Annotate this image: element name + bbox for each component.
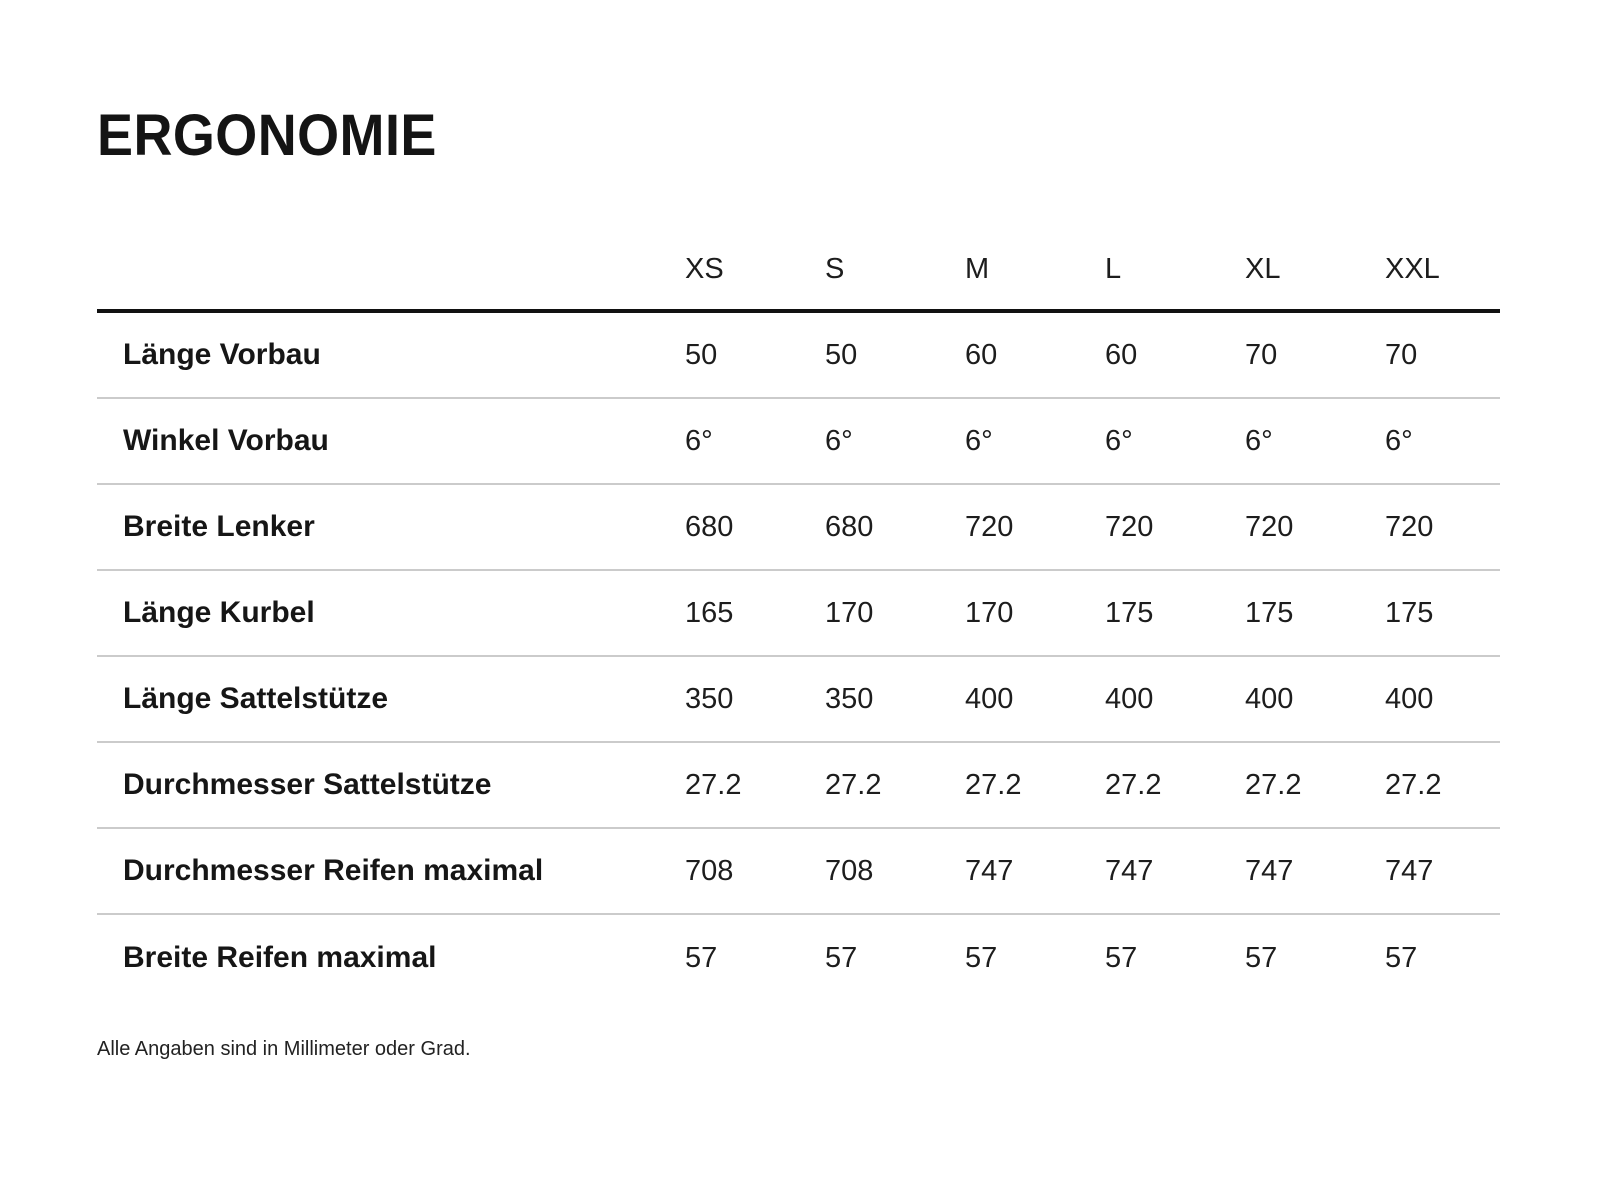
cell-value: 708 <box>825 854 874 887</box>
cell-value: 50 <box>685 338 718 371</box>
units-footnote: Alle Angaben sind in Millimeter oder Grad. <box>97 1038 471 1060</box>
cell-value: 400 <box>965 682 1014 715</box>
cell-value: 70 <box>1245 338 1278 371</box>
cell-value: 165 <box>685 596 734 629</box>
cell-value: 57 <box>965 941 998 974</box>
cell-value: 400 <box>1385 682 1434 715</box>
table-row <box>97 571 1500 657</box>
row-label: Länge Kurbel <box>123 596 315 629</box>
cell-value: 170 <box>965 596 1014 629</box>
cell-value: 175 <box>1105 596 1154 629</box>
cell-value: 6° <box>1245 424 1273 457</box>
column-header-s: S <box>825 252 845 285</box>
cell-value: 57 <box>825 941 858 974</box>
column-header-xl: XL <box>1245 252 1281 285</box>
cell-value: 720 <box>1245 510 1294 543</box>
cell-value: 708 <box>685 854 734 887</box>
cell-value: 400 <box>1105 682 1154 715</box>
cell-value: 6° <box>685 424 713 457</box>
cell-value: 27.2 <box>965 768 1022 801</box>
cell-value: 680 <box>825 510 874 543</box>
table-body <box>97 313 1500 1001</box>
cell-value: 60 <box>965 338 998 371</box>
cell-value: 57 <box>685 941 718 974</box>
cell-value: 27.2 <box>1385 768 1442 801</box>
row-label: Länge Sattelstütze <box>123 682 389 715</box>
cell-value: 27.2 <box>1105 768 1162 801</box>
cell-value: 720 <box>965 510 1014 543</box>
cell-value: 27.2 <box>1245 768 1302 801</box>
table-row <box>97 743 1500 829</box>
row-label: Länge Vorbau <box>123 338 321 371</box>
row-label: Breite Lenker <box>123 510 315 543</box>
row-label: Winkel Vorbau <box>123 424 329 457</box>
cell-value: 6° <box>1105 424 1133 457</box>
row-label: Breite Reifen maximal <box>123 941 437 974</box>
column-header-xs: XS <box>685 252 724 285</box>
page-title: ERGONOMIE <box>97 103 437 168</box>
cell-value: 70 <box>1385 338 1418 371</box>
cell-value: 175 <box>1385 596 1434 629</box>
table-row <box>97 657 1500 743</box>
column-header-xxl: XXL <box>1385 252 1440 285</box>
cell-value: 400 <box>1245 682 1294 715</box>
cell-value: 6° <box>1385 424 1413 457</box>
cell-value: 350 <box>825 682 874 715</box>
column-header-l: L <box>1105 252 1122 285</box>
table-row <box>97 915 1500 1001</box>
cell-value: 720 <box>1385 510 1434 543</box>
cell-value: 350 <box>685 682 734 715</box>
cell-value: 50 <box>825 338 858 371</box>
cell-value: 170 <box>825 596 874 629</box>
table-row <box>97 399 1500 485</box>
table-row <box>97 313 1500 399</box>
cell-value: 27.2 <box>685 768 742 801</box>
cell-value: 27.2 <box>825 768 882 801</box>
cell-value: 6° <box>825 424 853 457</box>
cell-value: 747 <box>1105 854 1154 887</box>
cell-value: 175 <box>1245 596 1294 629</box>
cell-value: 747 <box>965 854 1014 887</box>
cell-value: 680 <box>685 510 734 543</box>
cell-value: 57 <box>1245 941 1278 974</box>
table-row <box>97 485 1500 571</box>
row-label: Durchmesser Sattelstütze <box>123 768 492 801</box>
cell-value: 747 <box>1385 854 1434 887</box>
cell-value: 720 <box>1105 510 1154 543</box>
table-row <box>97 829 1500 915</box>
cell-value: 60 <box>1105 338 1138 371</box>
cell-value: 57 <box>1105 941 1138 974</box>
cell-value: 6° <box>965 424 993 457</box>
cell-value: 57 <box>1385 941 1418 974</box>
row-label: Durchmesser Reifen maximal <box>123 854 544 887</box>
table-header-row <box>97 229 1500 313</box>
cell-value: 747 <box>1245 854 1294 887</box>
ergonomics-table <box>97 229 1500 1001</box>
column-header-m: M <box>965 252 990 285</box>
